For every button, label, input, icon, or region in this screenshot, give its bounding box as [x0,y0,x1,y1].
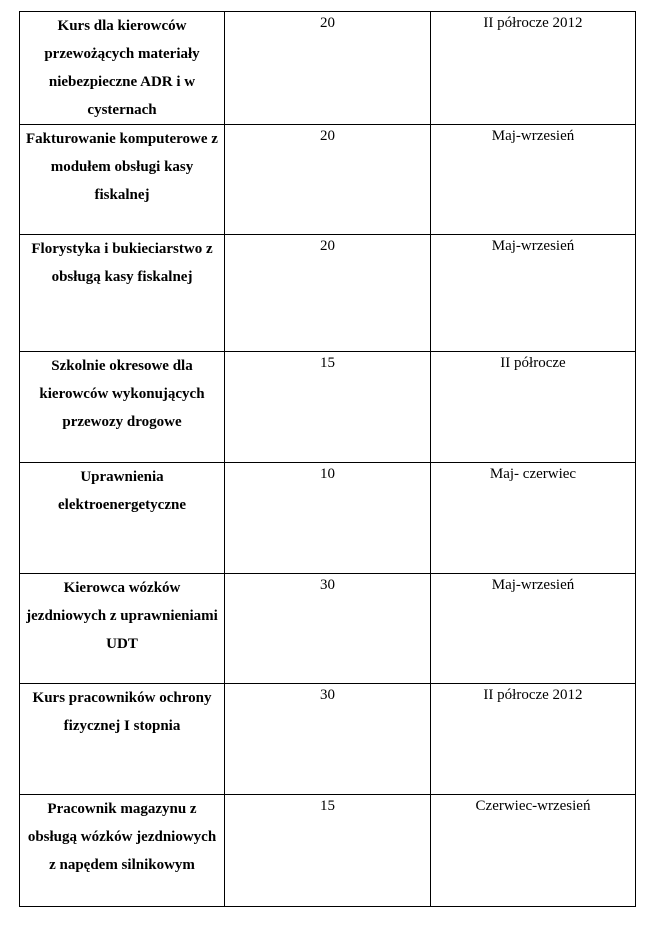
course-name: Pracownik magazynu z obsługą wózków jezdniowych z napędem silnikowym [20,795,225,907]
table-row [20,795,636,907]
table-row [20,235,636,352]
participant-count: 15 [225,352,431,463]
table-row [20,352,636,463]
course-name: Uprawnienia elektroenergetyczne [20,463,225,574]
course-term: II półrocze 2012 [431,684,636,795]
course-term: Czerwiec-wrzesień [431,795,636,907]
course-term: Maj-wrzesień [431,125,636,235]
participant-count: 20 [225,12,431,125]
participant-count: 15 [225,795,431,907]
participant-count: 30 [225,684,431,795]
course-name: Florystyka i bukieciarstwo z obsługą kasy fiskalnej [20,235,225,352]
table-row [20,125,636,235]
participant-count: 10 [225,463,431,574]
course-term: II półrocze 2012 [431,12,636,125]
course-name: Szkolnie okresowe dla kierowców wykonujących przewozy drogowe [20,352,225,463]
table-row [20,463,636,574]
participant-count: 30 [225,574,431,684]
courses-table [19,11,636,907]
course-term: Maj-wrzesień [431,235,636,352]
participant-count: 20 [225,235,431,352]
course-name: Kurs dla kierowców przewożących materiały niebezpieczne ADR i w cysternach [20,12,225,125]
course-term: Maj- czerwiec [431,463,636,574]
course-term: Maj-wrzesień [431,574,636,684]
course-name: Kurs pracowników ochrony fizycznej I stopnia [20,684,225,795]
course-name: Kierowca wózków jezdniowych z uprawnieniami UDT [20,574,225,684]
table-row [20,684,636,795]
course-name: Fakturowanie komputerowe z modułem obsługi kasy fiskalnej [20,125,225,235]
table-row [20,12,636,125]
table-row [20,574,636,684]
participant-count: 20 [225,125,431,235]
course-term: II półrocze [431,352,636,463]
